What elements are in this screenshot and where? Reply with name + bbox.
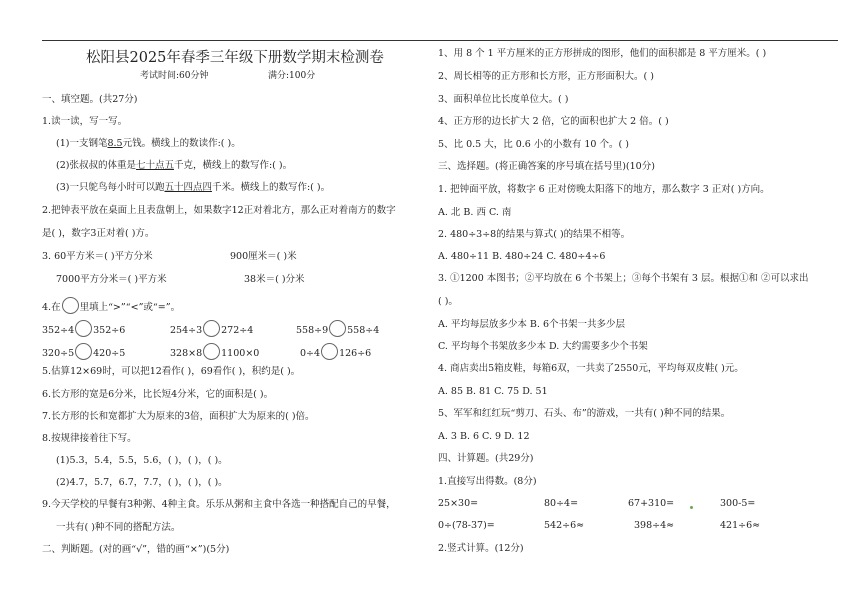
- q1b: (2)张叔叔的体重是七十点五千克，横线上的数写作:( )。: [56, 160, 293, 171]
- choice-q4: 4. 商店卖出5箱皮鞋，每箱6双，一共卖了2550元，平均每双皮鞋( )元。: [438, 363, 744, 374]
- compare-circle-icon: [203, 320, 220, 337]
- choice-q3-line1: 3. ①1200 本图书；②平均放在 6 个书架上；③每个书架有 3 层。根据①和 ②可以求出: [438, 273, 809, 284]
- tf-q1: 1、用 8 个 1 平方厘米的正方形拼成的图形，他们的面积都是 8 平方厘米。( ): [438, 48, 767, 59]
- calc-k1: 1.直接写出得数。(8分): [438, 476, 537, 487]
- q3-item2: 900厘米＝( )米: [230, 251, 297, 262]
- choice-q5: 5、军军和红红玩“剪刀、石头、布”的游戏，一共有( )种不同的结果。: [438, 408, 731, 419]
- exam-title: 松阳县2025年春季三年级下册数学期末检测卷: [86, 50, 384, 66]
- q8a: (1)5.3，5.4，5.5，5.6，( )，( )，( )。: [56, 455, 228, 466]
- compare-row-1: 352÷4 352÷6: [42, 320, 125, 337]
- choice-q3-line2: ( )。: [438, 296, 458, 307]
- compare-row-2: 320÷5 420÷5: [42, 343, 125, 360]
- section-choice: 三、选择题。(将正确答案的序号填在括号里)(10分): [438, 161, 655, 172]
- q5: 5.估算12×69时，可以把12看作( )，69看作( )，积约是( )。: [42, 366, 301, 377]
- q1-prompt: 1.读一读，写一写。: [42, 116, 128, 127]
- compare-circle-icon: [75, 320, 92, 337]
- calc-item: 67+310=: [628, 498, 675, 509]
- q1a: (1)一支钢笔8.5元钱。横线上的数读作:( )。: [56, 138, 241, 149]
- full-score: 满分:100分: [268, 71, 316, 81]
- choice-q3-options2: C. 平均每个书架放多少本 D. 大约需要多少个书架: [438, 341, 648, 352]
- choice-q2-options: A. 480÷11 B. 480÷24 C. 480÷4÷6: [438, 251, 606, 262]
- calc-item: 542÷6≈: [544, 520, 585, 531]
- q2-line2: 是( )，数字3正对着( )方。: [42, 228, 155, 239]
- calc-item: 80÷4=: [544, 498, 579, 509]
- top-rule: [42, 40, 838, 41]
- choice-q5-options: A. 3 B. 6 C. 9 D. 12: [438, 431, 530, 442]
- compare-row-1: 254÷3 272÷4: [170, 320, 253, 337]
- calc-item: 25×30=: [438, 498, 479, 509]
- q1b-number: 七十点五: [135, 160, 174, 171]
- q1c-number: 五十四点四: [164, 182, 212, 193]
- tf-q4: 4、正方形的边长扩大 2 倍，它的面积也扩大 2 倍。( ): [438, 116, 669, 127]
- q3-item1: 3. 60平方米＝( )平方分米: [42, 251, 153, 262]
- section-calc: 四、计算题。(共29分): [438, 453, 534, 464]
- calc-item: 421÷6≈: [720, 520, 761, 531]
- choice-q1: 1. 把钟面平放，将数字 6 正对傍晚太阳落下的地方，那么数字 3 正对( )方向。: [438, 184, 770, 195]
- compare-circle-icon: [329, 320, 346, 337]
- choice-q2: 2. 480÷3÷8的结果与算式( )的结果不相等。: [438, 229, 631, 240]
- q2-line1: 2.把钟表平放在桌面上且表盘朝上，如果数字12正对着北方，那么正对着南方的数字: [42, 205, 396, 216]
- tf-q2: 2、周长相等的正方形和长方形，正方形面积大。( ): [438, 71, 654, 82]
- q8b: (2)4.7，5.7，6.7，7.7，( )，( )，( )。: [56, 477, 228, 488]
- q3-item4: 38米＝( )分米: [244, 274, 305, 285]
- calc-item: 0÷(78-37)=: [438, 520, 495, 531]
- q9-line2: 一共有( )种不同的搭配方法。: [56, 522, 181, 533]
- compare-row-1: 558÷9 558÷4: [296, 320, 379, 337]
- q7: 7.长方形的长和宽都扩大为原来的3倍，面积扩大为原来的( )倍。: [42, 411, 315, 422]
- q1c: (3)一只鸵鸟每小时可以跑五十四点四千米。横线上的数写作:( )。: [56, 182, 331, 193]
- choice-q3-options1: A. 平均每层放多少本 B. 6个书架一共多少层: [438, 319, 625, 330]
- q4-prompt: 4.在 里填上“>”“<”或“=”。: [42, 297, 180, 314]
- tf-q3: 3、面积单位比长度单位大。( ): [438, 94, 569, 105]
- compare-row-2: 328×8 1100×0: [170, 343, 259, 360]
- section-true-false: 二、判断题。(对的画“√”，错的画“×”)(5分): [42, 544, 230, 555]
- tf-q5: 5、比 0.5 大，比 0.6 小的小数有 10 个。( ): [438, 139, 629, 150]
- compare-circle-icon: [75, 343, 92, 360]
- choice-q1-options: A. 北 B. 西 C. 南: [438, 207, 512, 218]
- q8-prompt: 8.按规律接着往下写。: [42, 433, 137, 444]
- compare-circle-icon: [62, 297, 79, 314]
- compare-circle-icon: [321, 343, 338, 360]
- compare-row-2: 0÷4 126÷6: [300, 343, 371, 360]
- q9-line1: 9.今天学校的早餐有3种粥、4种主食。乐乐从粥和主食中各选一种搭配自己的早餐，: [42, 499, 396, 510]
- choice-q4-options: A. 85 B. 81 C. 75 D. 51: [438, 386, 548, 397]
- q1a-number: 8.5: [107, 138, 123, 149]
- calc-item: 398÷4≈: [634, 520, 675, 531]
- green-dot-mark: [690, 506, 693, 509]
- calc-k2: 2.竖式计算。(12分): [438, 543, 524, 554]
- exam-time: 考试时间:60分钟: [140, 71, 209, 81]
- calc-item: 300-5=: [720, 498, 756, 509]
- q3-item3: 7000平方分米＝( )平方米: [56, 274, 167, 285]
- q6: 6.长方形的宽是6分米，比长短4分米，它的面积是( )。: [42, 389, 274, 400]
- section-fill-blank: 一、填空题。(共27分): [42, 94, 138, 105]
- compare-circle-icon: [203, 343, 220, 360]
